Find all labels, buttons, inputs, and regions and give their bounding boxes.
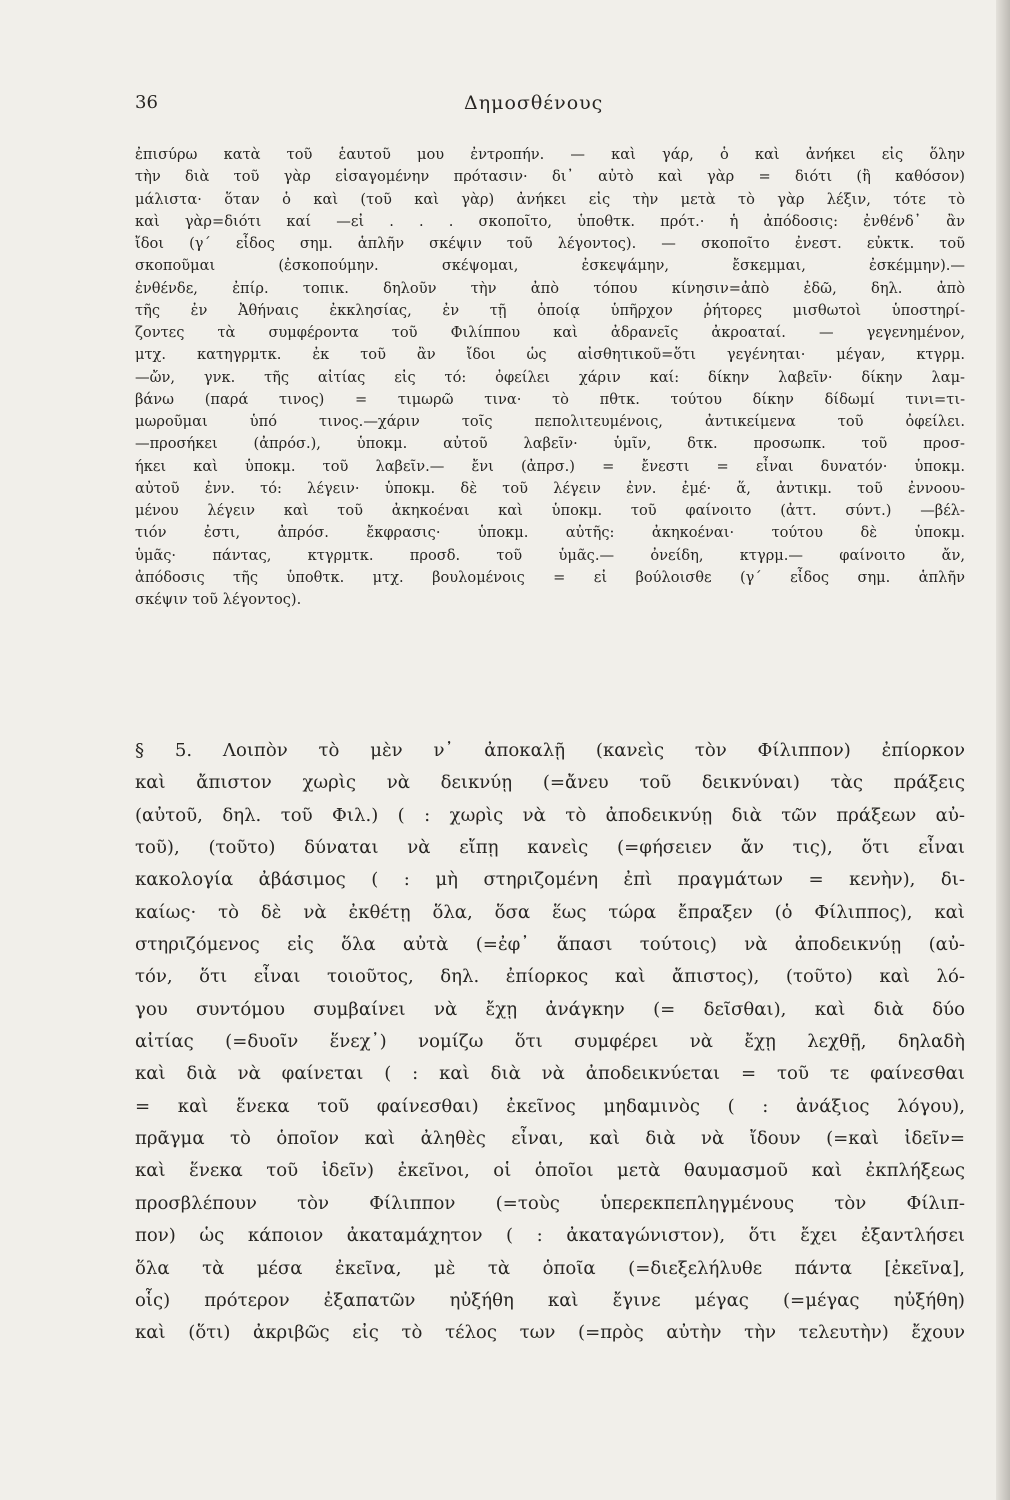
translation-line: = καὶ ἕνεκα τοῦ φαίνεσθαι) ἐκεῖνος μηδαμινὸς ( : ἀνάξιος λόγου), xyxy=(135,1095,965,1117)
translation-line: καὶ (ὅτι) ἀκριβῶς εἰς τὸ τέλος των (=πρὸς αὐτὴν τὴν τελευτὴν) ἔχουν xyxy=(135,1322,965,1344)
translation-line: καὶ διὰ νὰ φαίνεται ( : καὶ διὰ νὰ ἀποδεικνύεται = τοῦ τε φαίνεσθαι xyxy=(135,1063,965,1085)
commentary-line: σκέψιν τοῦ λέγοντος). xyxy=(135,591,302,608)
translation-line: πρᾶγμα τὸ ὁποῖον καὶ ἀληθὲς εἶναι, καὶ διὰ νὰ ἴδουν (=καὶ ἰδεῖν= xyxy=(135,1128,965,1150)
commentary-line: ἐνθένδε, ἐπίρ. τοπικ. δηλοῦν τὴν ἀπὸ τόπου κίνησιν=ἀπὸ ἐδῶ, δηλ. ἀπὸ xyxy=(135,279,965,297)
commentary-line: αὐτοῦ ἐνν. τό: λέγειν· ὑποκμ. δὲ τοῦ λέγειν ἐνν. ἐμέ· ἅ, ἀντικμ. τοῦ ἐννοου- xyxy=(135,479,965,497)
commentary-notes xyxy=(135,144,965,611)
translation-line: καίως· τὸ δὲ νὰ ἐκθέτῃ ὅλα, ὅσα ἕως τώρα ἔπραξεν (ὁ Φίλιππος), καὶ xyxy=(135,901,965,923)
commentary-line: τῆς ἐν Ἀθήναις ἐκκλησίας, ἐν τῇ ὁποίᾳ ὑπῆρχον ῥήτορες μισθωτοὶ ὑποστηρί- xyxy=(135,301,965,319)
running-title: Δημοσθένους xyxy=(464,92,604,114)
translation-line: στηριζόμενος εἰς ὅλα αὐτὰ (=ἐφ᾽ ἅπασι τούτοις) νὰ ἀποδεικνύῃ (αὐ- xyxy=(135,934,965,956)
translation-section xyxy=(135,735,965,1350)
commentary-line: τιόν ἐστι, ἀπρόσ. ἔκφρασις· ὑποκμ. αὐτῆς: ἀκηκοέναι· τούτου δὲ ὑποκμ. xyxy=(135,524,965,542)
translation-line: πον) ὡς κάποιον ἀκαταμάχητον ( : ἀκαταγώνιστον), ὅτι ἔχει ἐξαντλήσει xyxy=(135,1225,965,1247)
commentary-line: μάλιστα· ὅταν ὁ καὶ (τοῦ καὶ γὰρ) ἀνήκει εἰς τὴν μετὰ τὸ γὰρ λέξιν, τότε τὸ xyxy=(135,190,965,208)
commentary-line: μένου λέγειν καὶ τοῦ ἀκηκοέναι καὶ ὑποκμ. τοῦ φαίνοιτο (ἀττ. σύντ.) —βέλ- xyxy=(135,502,965,519)
translation-line: οἷς) πρότερον ἐξαπατῶν ηὐξήθη καὶ ἔγινε μέγας (=μέγας ηὐξήθη) xyxy=(135,1289,965,1311)
commentary-line: ὑμᾶς· πάντας, κτγρμτκ. προσδ. τοῦ ὑμᾶς.— ὀνείδη, κτγρμ.— φαίνοιτο ἄν, xyxy=(135,546,965,564)
translation-line: τόν, ὅτι εἶναι τοιοῦτος, δηλ. ἐπίορκος καὶ ἄπιστος), (τοῦτο) καὶ λό- xyxy=(135,966,965,988)
translation-line: αἰτίας (=δυοῖν ἕνεχ᾽) νομίζω ὅτι συμφέρει νὰ ἔχῃ λεχθῇ, δηλαδὴ xyxy=(135,1031,965,1053)
commentary-line: ἀπόδοσις τῆς ὑποθτκ. μτχ. βουλομένοις = εἰ βούλοισθε (γ΄ εἶδος σημ. ἁπλῆν xyxy=(135,568,965,586)
commentary-line: καὶ γὰρ=διότι καί —εἰ . . . σκοποῖτο, ὑποθτκ. πρότ.· ἡ ἀπόδοσις: ἐνθένδ᾽ ἂν xyxy=(135,212,965,230)
translation-line: προσβλέπουν τὸν Φίλιππον (=τοὺς ὑπερεκπεπληγμένους τὸν Φίλιπ- xyxy=(135,1192,965,1214)
commentary-line: ήκει καὶ ὑποκμ. τοῦ λαβεῖν.— ἔνι (ἀπρσ.) = ἔνεστι = εἶναι δυνατόν· ὑποκμ. xyxy=(135,457,965,475)
translation-line: καὶ ἕνεκα τοῦ ἰδεῖν) ἐκεῖνοι, οἱ ὁποῖοι μετὰ θαυμασμοῦ καὶ ἐκπλήξεως xyxy=(135,1160,965,1182)
commentary-line: τὴν διὰ τοῦ γὰρ εἰσαγομένην πρότασιν· δι᾽ αὐτὸ καὶ γὰρ = διότι (ἢ καθόσον) xyxy=(135,168,965,186)
translation-line: ὅλα τὰ μέσα ἐκεῖνα, μὲ τὰ ὁποῖα (=διεξελήλυθε πάντα [ἐκεῖνα], xyxy=(135,1257,965,1279)
translation-line: τοῦ), (τοῦτο) δύναται νὰ εἴπῃ κανεὶς (=φήσειεν ἄν τις), ὅτι εἶναι xyxy=(135,837,965,859)
commentary-line: μτχ. κατηγρμτκ. ἐκ τοῦ ἂν ἴδοι ὡς αἰσθητικοῦ=ὅτι γεγένηται· μέγαν, κτγρμ. xyxy=(135,346,965,364)
commentary-line: —προσήκει (ἀπρόσ.), ὑποκμ. αὐτοῦ λαβεῖν· ὑμῖν, δτκ. προσωπκ. τοῦ προσ- xyxy=(135,435,965,453)
running-head xyxy=(135,92,965,116)
commentary-line: βάνω (παρά τινος) = τιμωρῶ τινα· τὸ πθτκ. τούτου δίκην δίδωμί τινι=τι- xyxy=(135,390,965,408)
commentary-line: μωροῦμαι ὑπό τινος.—χάριν τοῖς πεπολιτευμένοις, ἀντικείμενα τοῦ ὀφείλει. xyxy=(135,413,965,430)
translation-line: καὶ ἄπιστον χωρὶς νὰ δεικνύῃ (=ἄνευ τοῦ δεικνύναι) τὰς πράξεις xyxy=(135,772,965,794)
commentary-line: σκοποῦμαι (ἐσκοπούμην. σκέψομαι, ἐσκεψάμην, ἔσκεμμαι, ἐσκέμμην).— xyxy=(135,257,965,275)
translation-line: κακολογία ἀβάσιμος ( : μὴ στηριζομένη ἐπὶ πραγμάτων = κενὴν), δι- xyxy=(135,869,965,891)
translation-line: γου συντόμου συμβαίνει νὰ ἔχῃ ἀνάγκην (= δεῖσθαι), καὶ διὰ δύο xyxy=(135,998,965,1020)
commentary-line: —ὤν, γνκ. τῆς αἰτίας εἰς τό: ὀφείλει χάριν καί: δίκην λαβεῖν· δίκην λαμ- xyxy=(135,368,965,386)
translation-line: § 5. Λοιπὸν τὸ μὲν ν᾽ ἀποκαλῇ (κανεὶς τὸν Φίλιππον) ἐπίορκον xyxy=(135,740,965,761)
translation-line: (αὐτοῦ, δηλ. τοῦ Φιλ.) ( : χωρὶς νὰ τὸ ἀποδεικνύῃ διὰ τῶν πράξεων αὐ- xyxy=(135,804,965,826)
commentary-line: ἴδοι (γ΄ εἶδος σημ. ἁπλῆν σκέψιν τοῦ λέγοντος). — σκοποῖτο ἐνεστ. εὐκτκ. τοῦ xyxy=(135,235,965,252)
commentary-line: ἐπισύρω κατὰ τοῦ ἑαυτοῦ μου ἐντροπήν. — καὶ γάρ, ὁ καὶ ἀνήκει εἰς ὅλην xyxy=(135,146,965,163)
page-number: 36 xyxy=(135,92,158,113)
commentary-line: ζοντες τὰ συμφέροντα τοῦ Φιλίππου καὶ ἀδρανεῖς ἀκροαταί. — γεγενημένον, xyxy=(135,324,965,341)
page-edge-shadow xyxy=(996,0,1010,1500)
